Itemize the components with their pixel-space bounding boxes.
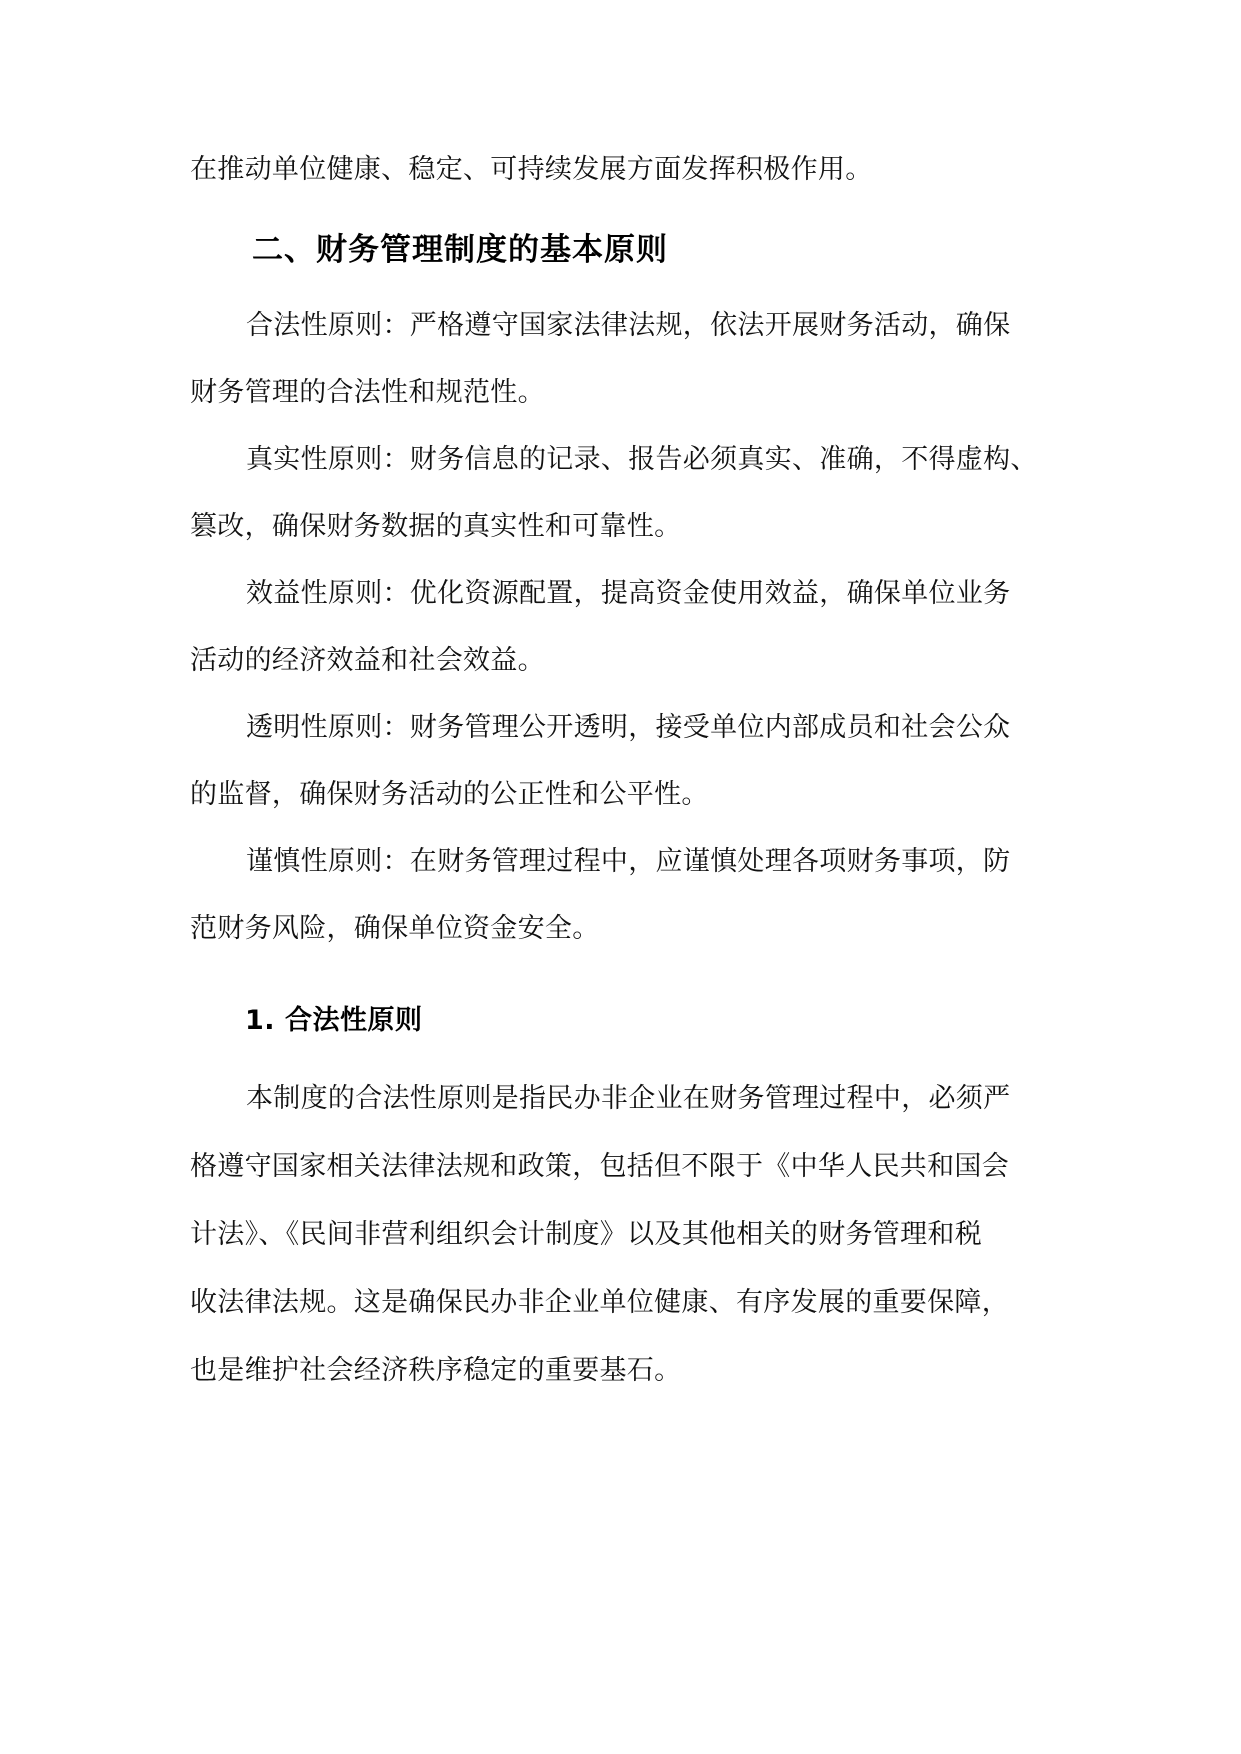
principle-first-line: 真实性原则：财务信息的记录、报告必须真实、准确，不得虚构、 [246, 444, 1038, 475]
principle-first-line: 效益性原则：优化资源配置，提高资金使用效益，确保单位业务 [246, 578, 1011, 609]
principle-first-line: 谨慎性原则：在财务管理过程中，应谨慎处理各项财务事项，防 [246, 846, 1011, 877]
paragraph-line: 本制度的合法性原则是指民办非企业在财务管理过程中，必须严 [246, 1083, 1011, 1114]
principle-second-line: 篡改，确保财务数据的真实性和可靠性。 [190, 511, 682, 542]
principle-second-line: 活动的经济效益和社会效益。 [190, 645, 545, 676]
paragraph-line: 格遵守国家相关法律法规和政策，包括但不限于《中华人民共和国会 [190, 1151, 1009, 1182]
principle-second-line: 的监督，确保财务活动的公正性和公平性。 [190, 779, 709, 810]
subsection-heading: 1. 合法性原则 [245, 1005, 423, 1036]
principle-second-line: 财务管理的合法性和规范性。 [190, 377, 545, 408]
principle-second-line: 范财务风险，确保单位资金安全。 [190, 913, 600, 944]
section-heading: 二、财务管理制度的基本原则 [252, 232, 668, 268]
paragraph-line: 也是维护社会经济秩序稳定的重要基石。 [190, 1355, 682, 1386]
paragraph-line: 计法》、《民间非营利组织会计制度》以及其他相关的财务管理和税 [190, 1219, 982, 1250]
principle-first-line: 透明性原则：财务管理公开透明，接受单位内部成员和社会公众 [246, 712, 1011, 743]
paragraph-line: 收法律法规。这是确保民办非企业单位健康、有序发展的重要保障， [190, 1287, 1009, 1318]
continuation-paragraph-line: 在推动单位健康、稳定、可持续发展方面发挥积极作用。 [190, 154, 873, 185]
principle-first-line: 合法性原则：严格遵守国家法律法规，依法开展财务活动，确保 [246, 310, 1011, 341]
